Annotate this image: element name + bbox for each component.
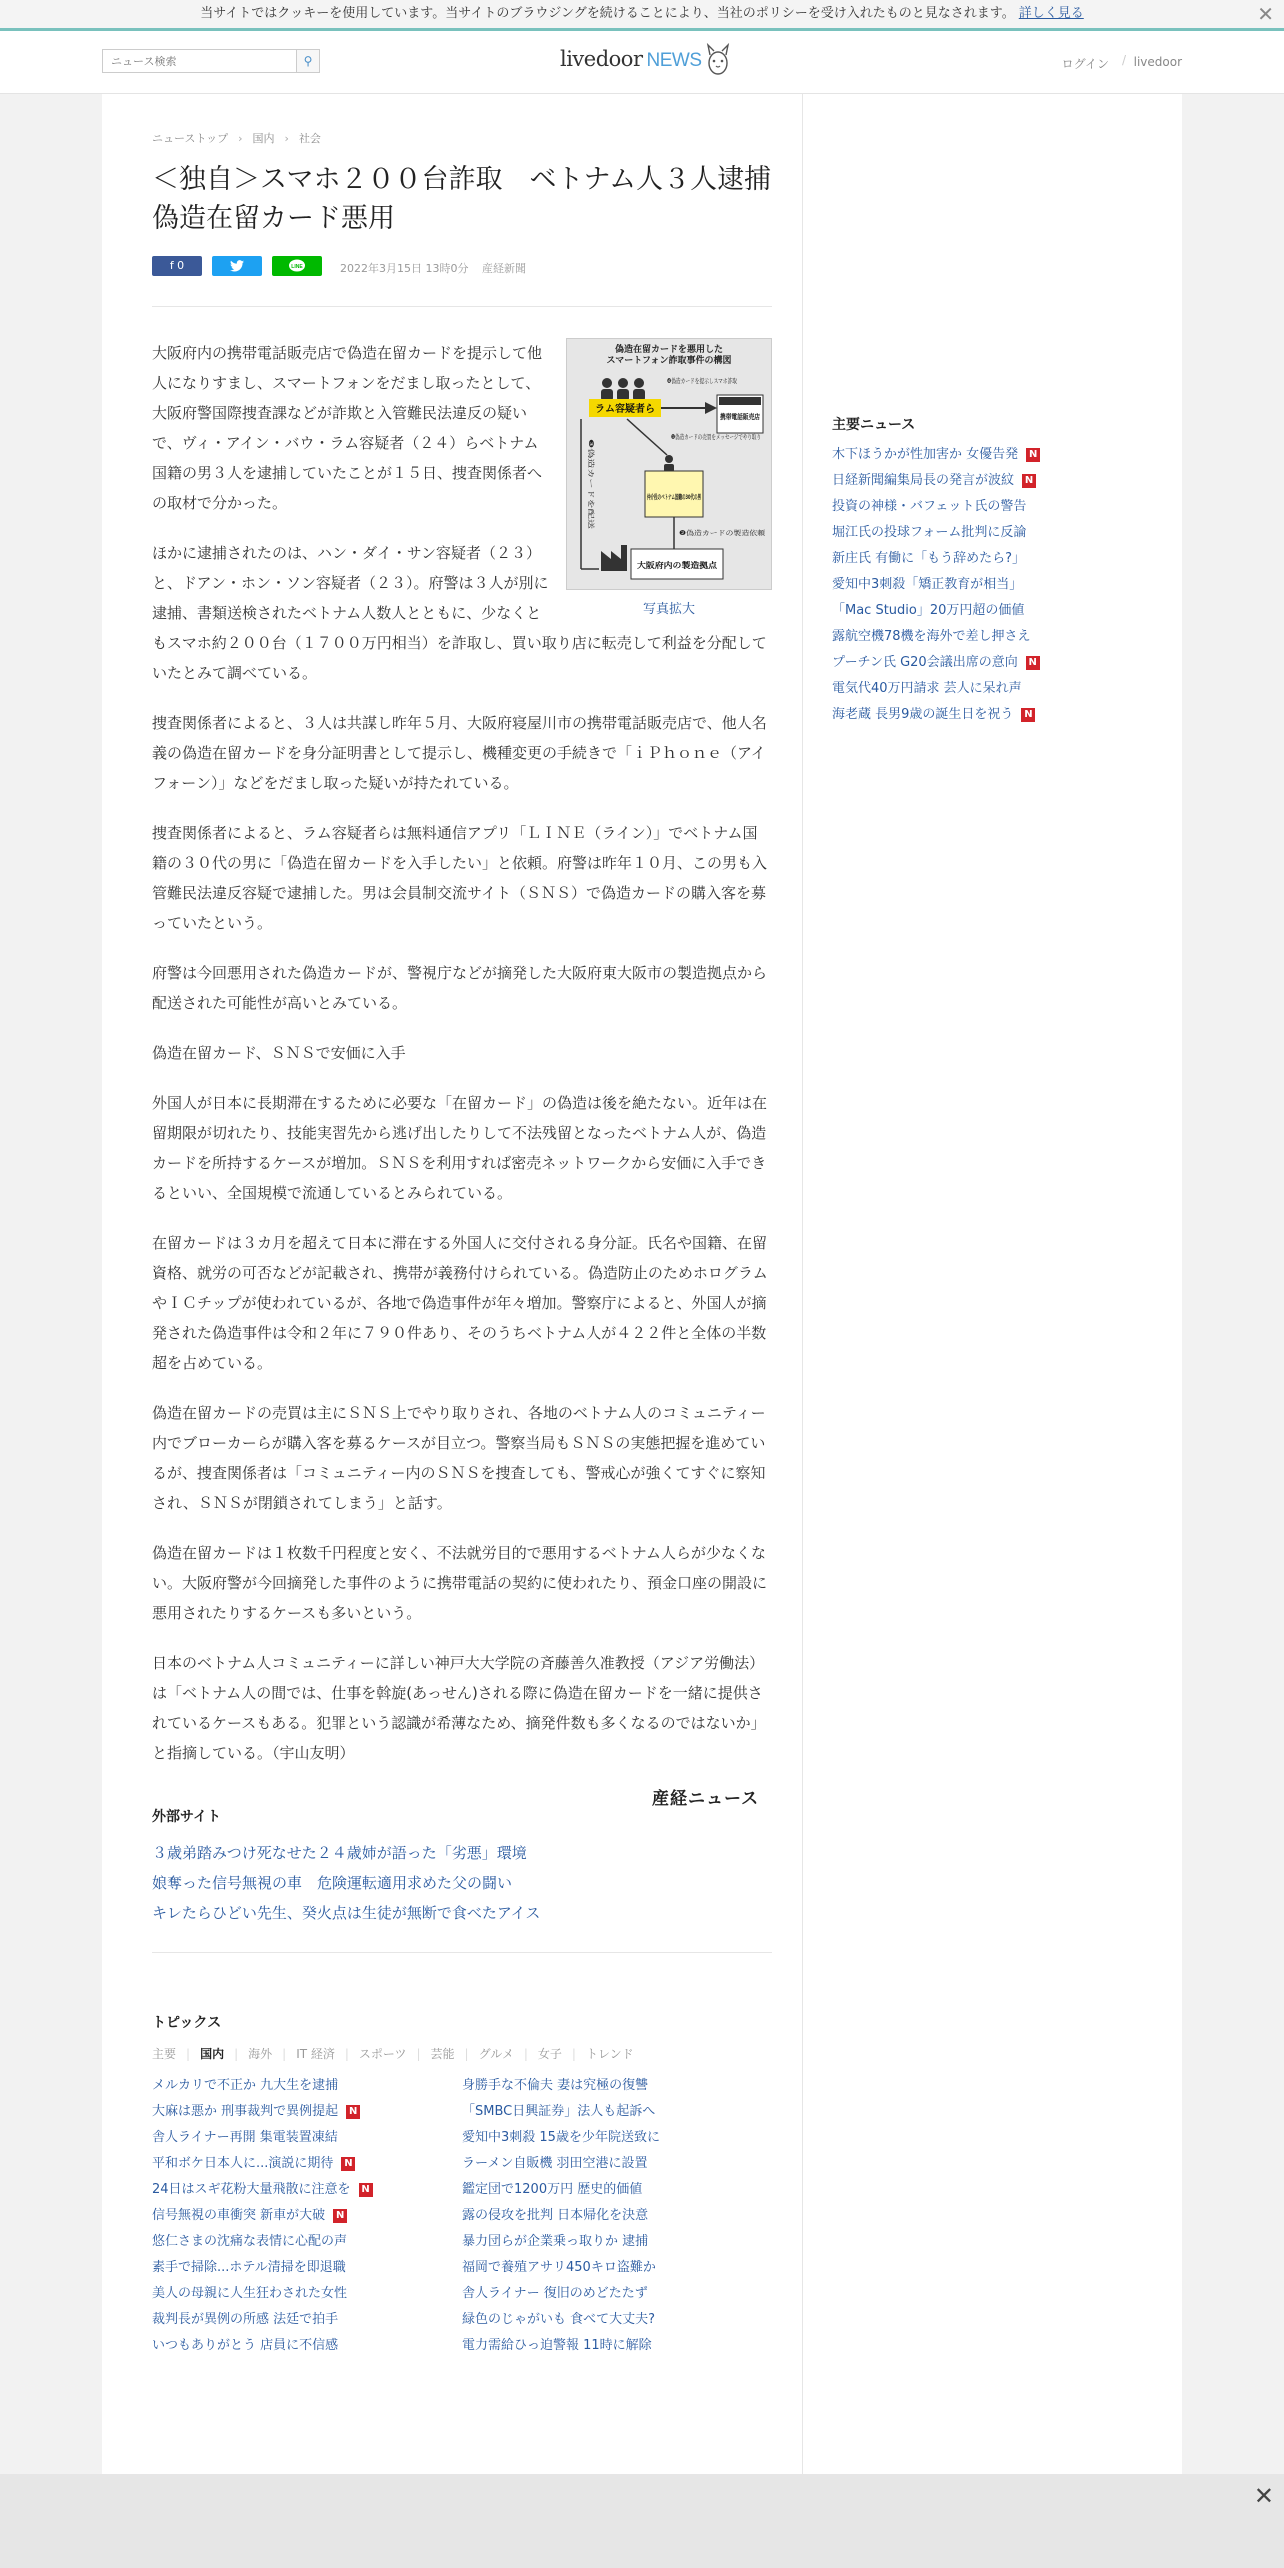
topic-item[interactable] <box>152 2073 452 2099</box>
topic-item-text: 素手で掃除...ホテル清掃を即退職 <box>152 2260 346 2275</box>
article-paragraph: 捜査関係者によると、ラム容疑者らは無料通信アプリ「ＬＩＮＥ（ライン）」でベトナム国籍の３０代の男に「偽造在留カードを入手したい」と依頼。府警は昨年１０月、この男も入管難民法違反容疑で逮捕した。男は会員制交流サイト（ＳＮＳ）で偽造カードの購入客を募っていたという。 <box>152 824 768 932</box>
topic-item[interactable] <box>152 2203 452 2229</box>
topic-item-text: 身勝手な不倫夫 妻は究極の復讐 <box>462 2078 649 2093</box>
line-icon <box>288 259 306 273</box>
topic-item-text: 舎人ライナー 復旧のめどたたず <box>462 2286 648 2301</box>
sidebar-news-item[interactable] <box>832 624 1132 650</box>
breadcrumb-society[interactable]: 社会 <box>298 132 321 145</box>
close-icon[interactable]: ✕ <box>1253 2482 1274 2510</box>
topic-item[interactable] <box>462 2151 762 2177</box>
article-figure[interactable] <box>566 338 800 590</box>
publish-date: 2022年3月15日 13時0分 <box>340 262 469 275</box>
topic-item[interactable] <box>152 2255 452 2281</box>
topic-item-text: 電力需給ひっ迫警報 11時に解除 <box>462 2338 652 2353</box>
topic-item-text: メルカリで不正か 九大生を逮捕 <box>152 2078 339 2093</box>
topic-item[interactable] <box>462 2229 762 2255</box>
sidebar-news-item-text: 露航空機78機を海外で差し押さえ <box>832 629 1031 644</box>
topic-item-text: 「SMBC日興証券」法人も起訴へ <box>462 2104 656 2119</box>
middleman-label: 仲介役のベトナム国籍の30代の男 <box>647 493 747 501</box>
sidebar-news-item[interactable] <box>832 494 1132 520</box>
twitter-icon <box>230 260 244 272</box>
external-link[interactable]: キレたらひどい先生、癸火点は生徒が無断で食べたアイス <box>152 1904 541 1922</box>
new-badge: N <box>359 2183 373 2197</box>
sidebar-news-item[interactable] <box>832 650 1132 676</box>
step1-label: ❶偽造カードの売買をメッセージでやり取り <box>671 433 800 441</box>
twitter-share-button[interactable] <box>212 256 262 276</box>
step4-label: ❹偽造カードを提示しスマホ詐取 <box>667 377 764 385</box>
people-icon <box>601 378 645 401</box>
new-badge: N <box>346 2105 360 2119</box>
sidebar-news-item[interactable] <box>832 520 1132 546</box>
sidebar-news-item-text: 海老蔵 長男9歳の誕生日を祝う <box>832 707 1014 722</box>
new-badge: N <box>341 2157 355 2171</box>
sidebar-news-item-text: 電気代40万円請求 芸人に呆れ声 <box>832 681 1022 696</box>
login-link[interactable]: ログイン <box>1061 57 1109 71</box>
search-box <box>102 49 320 73</box>
topic-item[interactable] <box>462 2203 762 2229</box>
article-source: 産経新聞 <box>482 262 526 275</box>
sidebar-news-item-text: 「Mac Studio」20万円超の価値 <box>832 603 1025 618</box>
article-subheading: 偽造在留カード、ＳＮＳで安価に入手 <box>152 1044 406 1062</box>
svg-text:LINE: LINE <box>291 264 303 270</box>
divider <box>152 306 772 307</box>
topic-item[interactable] <box>462 2307 762 2333</box>
search-input[interactable] <box>103 50 297 72</box>
topic-item-text: 露の侵攻を批判 日本帰化を決意 <box>462 2208 649 2223</box>
topics-right-list <box>462 2073 762 2359</box>
sidebar-news-item[interactable] <box>832 676 1132 702</box>
breadcrumb <box>152 130 321 146</box>
topic-item[interactable] <box>462 2177 762 2203</box>
figure-title-1: 偽造在留カードを悪用した <box>614 345 724 355</box>
cookie-more-link[interactable]: 詳しく見る <box>1018 6 1084 21</box>
chevron-right-icon: › <box>284 132 289 145</box>
suspects-label: ラム容疑者ら <box>595 404 655 415</box>
breadcrumb-domestic[interactable]: 国内 <box>252 132 275 145</box>
topic-item-text: 舎人ライナー再開 集電装置凍結 <box>152 2130 338 2145</box>
article-paragraph: 捜査関係者によると、３人は共謀し昨年５月、大阪府寝屋川市の携帯電話販売店で、他人名義の偽造在留カードを身分証明書として提示し、機種変更の手続きで「ｉＰｈｏｎｅ（アイフォーン）」などをだまし取った疑いが持たれている。 <box>152 714 767 792</box>
step2-label: ❷偽造カードの製造依頼 <box>679 529 750 537</box>
sidebar-news-item-text: 日経新聞編集局長の発言が波紋 <box>832 473 1015 488</box>
topics-title: トピックス <box>152 2015 222 2031</box>
topic-item-text: 美人の母親に人生狂わされた女性 <box>152 2286 348 2301</box>
base-label: 大阪府内の製造拠点 <box>637 561 709 570</box>
external-links <box>152 1838 772 1928</box>
main-content <box>102 94 1182 2474</box>
article-title: ＜独自＞スマホ２００台詐取 ベトナム人３人逮捕 偽造在留カード悪用 <box>152 164 799 234</box>
divider <box>152 1952 772 1953</box>
sidebar-news-item[interactable] <box>832 442 1132 468</box>
header-separator: / <box>1121 53 1126 67</box>
figure-title-2: スマートフォン詐取事件の構図 <box>606 356 732 366</box>
new-badge: N <box>1026 448 1040 462</box>
tab-overseas[interactable]: 海外 <box>248 2047 273 2061</box>
topic-item-text: 緑色のじゃがいも 食べて大丈夫? <box>462 2312 656 2327</box>
sidebar-news-item-text: 堀江氏の投球フォーム批判に反論 <box>832 525 1027 540</box>
article-paragraph: 府警は今回悪用された偽造カードが、警視庁などが摘発した大阪府東大阪市の製造拠点から配送された可能性が高いとみている。 <box>152 964 768 1012</box>
new-badge: N <box>1022 474 1036 488</box>
topic-item[interactable] <box>152 2099 452 2125</box>
sidebar-news-item[interactable] <box>832 546 1132 572</box>
sidebar-news-item[interactable] <box>832 572 1132 598</box>
cookie-banner <box>0 0 1284 31</box>
topic-item[interactable] <box>152 2125 452 2151</box>
topic-item[interactable] <box>152 2307 452 2333</box>
breadcrumb-top[interactable]: ニューストップ <box>152 132 229 145</box>
topic-item[interactable] <box>152 2229 452 2255</box>
article-paragraph: 大阪府内の携帯電話販売店で偽造在留カードを提示して他人になりすまし、スマートフォンをだまし取ったとして、大阪府警国際捜査課などが詐欺と入管難民法違反の疑いで、ヴィ・アイン・バウ・ラム容疑者（２４）らベトナム国籍の男３人を逮捕していたことが１５日、捜査関係者への取材で分かった。 <box>152 344 543 512</box>
sidebar-news-item-text: 愛知中3刺殺「矯正教育が相当」 <box>832 577 1023 592</box>
topic-item[interactable] <box>462 2255 762 2281</box>
tab-main[interactable]: 主要 <box>152 2047 177 2061</box>
topic-item-text: 暴力団らが企業乗っ取りか 逮捕 <box>462 2234 649 2249</box>
line-share-button[interactable] <box>272 256 322 276</box>
sidebar-news-item[interactable] <box>832 702 1132 728</box>
cookie-message: 当サイトではクッキーを使用しています。当サイトのブラウジングを続けることにより、当社のポリシーを受け入れたものと見なされます。 <box>200 6 1015 21</box>
cookie-close-icon[interactable]: ✕ <box>1257 2 1274 26</box>
bottom-ad-overlay <box>0 2474 1284 2568</box>
tab-women[interactable]: 女子 <box>537 2047 562 2061</box>
sidebar-news-item-text: 木下ほうかが性加害か 女優告発 <box>832 447 1019 462</box>
sidebar-title: 主要ニュース <box>832 417 916 433</box>
site-logo[interactable] <box>560 47 702 77</box>
article-paragraph: ほかに逮捕されたのは、ハン・ダイ・サン容疑者（２３）と、ドアン・ホン・ソン容疑者（２３）。府警は３人が別に逮捕、書類送検されたベトナム人数人とともに、少なくともスマホ約２００台（１７００万円相当）を詐取し、買い取り店に転売して利益を分配していたとみて調べている。 <box>152 544 767 682</box>
livedoor-link[interactable]: livedoor <box>1133 55 1182 69</box>
shop-label: 携帯電話販売店 <box>720 413 769 421</box>
article-paragraph: 外国人が日本に長期滞在するために必要な「在留カード」の偽造は後を絶たない。近年は在留期限が切れたり、技能実習先から逃げ出したりして不法残留となったベトナム人が、偽造カードを所持するケースが増加。ＳＮＳを利用すれば密売ネットワークから安価に入手できるといい、全国規模で流通しているとみられている。 <box>152 1094 768 1202</box>
topic-item[interactable] <box>462 2281 762 2307</box>
topic-item-text: 裁判長が異例の所感 法廷で拍手 <box>152 2312 339 2327</box>
tab-it-economy[interactable]: IT 経済 <box>296 2047 335 2061</box>
site-header <box>0 31 1284 94</box>
tab-trend[interactable]: トレンド <box>585 2047 634 2061</box>
tab-sports[interactable]: スポーツ <box>358 2047 407 2061</box>
topic-item[interactable] <box>152 2333 452 2359</box>
topic-item[interactable] <box>462 2125 762 2151</box>
topic-item[interactable] <box>152 2177 452 2203</box>
sidebar-news-item-text: プーチン氏 G20会議出席の意向 <box>832 655 1018 670</box>
chevron-right-icon: › <box>238 132 243 145</box>
topic-item[interactable] <box>462 2073 762 2099</box>
external-link[interactable]: 娘奪った信号無視の車 危険運転適用求めた父の闘い <box>152 1874 513 1892</box>
external-link[interactable]: ３歳弟踏みつけ死なせた２４歳姉が語った「劣悪」環境 <box>152 1844 527 1862</box>
topic-item-text: ラーメン自販機 羽田空港に設置 <box>462 2156 648 2171</box>
topic-item-text: 信号無視の車衝突 新車が大破 <box>152 2208 326 2223</box>
external-sites-title: 外部サイト <box>152 1809 222 1825</box>
topic-item-text: 悠仁さまの沈痛な表情に心配の声 <box>152 2234 348 2249</box>
sidebar-news-item-text: 新庄氏 有働に「もう辞めたら?」 <box>832 551 1026 566</box>
topic-item-text: 平和ボケ日本人に...演説に期待 <box>152 2156 334 2171</box>
tab-domestic[interactable]: 国内 <box>200 2047 225 2061</box>
facebook-share-button[interactable]: f 0 <box>152 256 202 276</box>
topic-tabs: 主要 | 国内 | 海外 | IT 経済 | スポーツ | 芸能 | グルメ | 女子 | トレンド <box>152 2047 634 2061</box>
article-paragraph: 偽造在留カードは１枚数千円程度と安く、不法就労目的で悪用するベトナム人らが少なくない。大阪府警が今回摘発した事件のように携帯電話の契約に使われたり、預金口座の開設に悪用されたりするケースも多いという。 <box>152 1544 768 1622</box>
logo-text: livedoor <box>560 47 643 71</box>
sankei-news-logo[interactable]: 産経ニュース <box>652 1789 760 1809</box>
sidebar-news-item[interactable] <box>832 598 1132 624</box>
tab-gourmet[interactable]: グルメ <box>478 2047 514 2061</box>
topics-left-list <box>152 2073 452 2359</box>
topic-item-text: いつもありがとう 店員に不信感 <box>152 2338 339 2353</box>
topic-item-text: 大麻は悪か 刑事裁判で異例提起 <box>152 2104 339 2119</box>
main-news-list <box>832 442 1132 728</box>
article-paragraph: 偽造在留カードの売買は主にＳＮＳ上でやり取りされ、各地のベトナム人のコミュニティー内でブローカーらが購入客を募るケースが目立つ。警察当局もＳＮＳの実態把握を進めているが、捜査関係者は「コミュニティー内のＳＮＳを捜査しても、警戒心が強くてすぐに察知され、ＳＮＳが閉鎖されてしまう」と話す。 <box>152 1404 766 1512</box>
topic-item-text: 鑑定団で1200万円 歴史的価値 <box>462 2182 643 2197</box>
article-paragraph: 在留カードは３カ月を超えて日本に滞在する外国人に交付される身分証。氏名や国籍、在留資格、就労の可否などが記載され、携帯が義務付けられている。偽造防止のためホログラムやＩＣチップが使われているが、各地で偽造事件が年々増加。警察庁によると、外国人が摘発された偽造事件は令和２年に７９０件あり、そのうちベトナム人が４２２件と全体の半数超を占めている。 <box>152 1234 768 1372</box>
article-paragraph: 日本のベトナム人コミュニティーに詳しい神戸大大学院の斉藤善久准教授（アジア労働法）は「ベトナム人の間では、仕事を斡旋(あっせん)される際に偽造在留カードを一緒に提供されているケースもある。犯罪という認識が希薄なため、摘発件数も多くなるのではないか」と指摘している。（宇山友明） <box>152 1654 766 1762</box>
column-divider <box>802 94 803 2474</box>
new-badge: N <box>1021 708 1035 722</box>
topic-item[interactable] <box>462 2099 762 2125</box>
topic-item[interactable] <box>152 2151 452 2177</box>
topic-item-text: 愛知中3刺殺 15歳を少年院送致に <box>462 2130 660 2145</box>
tab-entertainment[interactable]: 芸能 <box>430 2047 455 2061</box>
search-icon[interactable]: ⚲ <box>296 50 319 72</box>
mascot-icon <box>704 43 732 77</box>
photo-enlarge-link[interactable]: 写真拡大 <box>642 602 695 617</box>
logo-news: NEWS <box>646 50 702 71</box>
topic-item[interactable] <box>152 2281 452 2307</box>
topic-item-text: 福岡で養殖アサリ450キロ盗難か <box>462 2260 656 2275</box>
step3-label: ❸偽造カードを配送 <box>587 439 595 497</box>
new-badge: N <box>1026 656 1040 670</box>
sidebar-news-item[interactable] <box>832 468 1132 494</box>
topic-item[interactable] <box>462 2333 762 2359</box>
fraud-diagram <box>567 339 800 589</box>
topic-item-text: 24日はスギ花粉大量飛散に注意を <box>152 2182 351 2197</box>
sidebar-news-item-text: 投資の神様・バフェット氏の警告 <box>832 499 1027 514</box>
new-badge: N <box>333 2209 347 2223</box>
